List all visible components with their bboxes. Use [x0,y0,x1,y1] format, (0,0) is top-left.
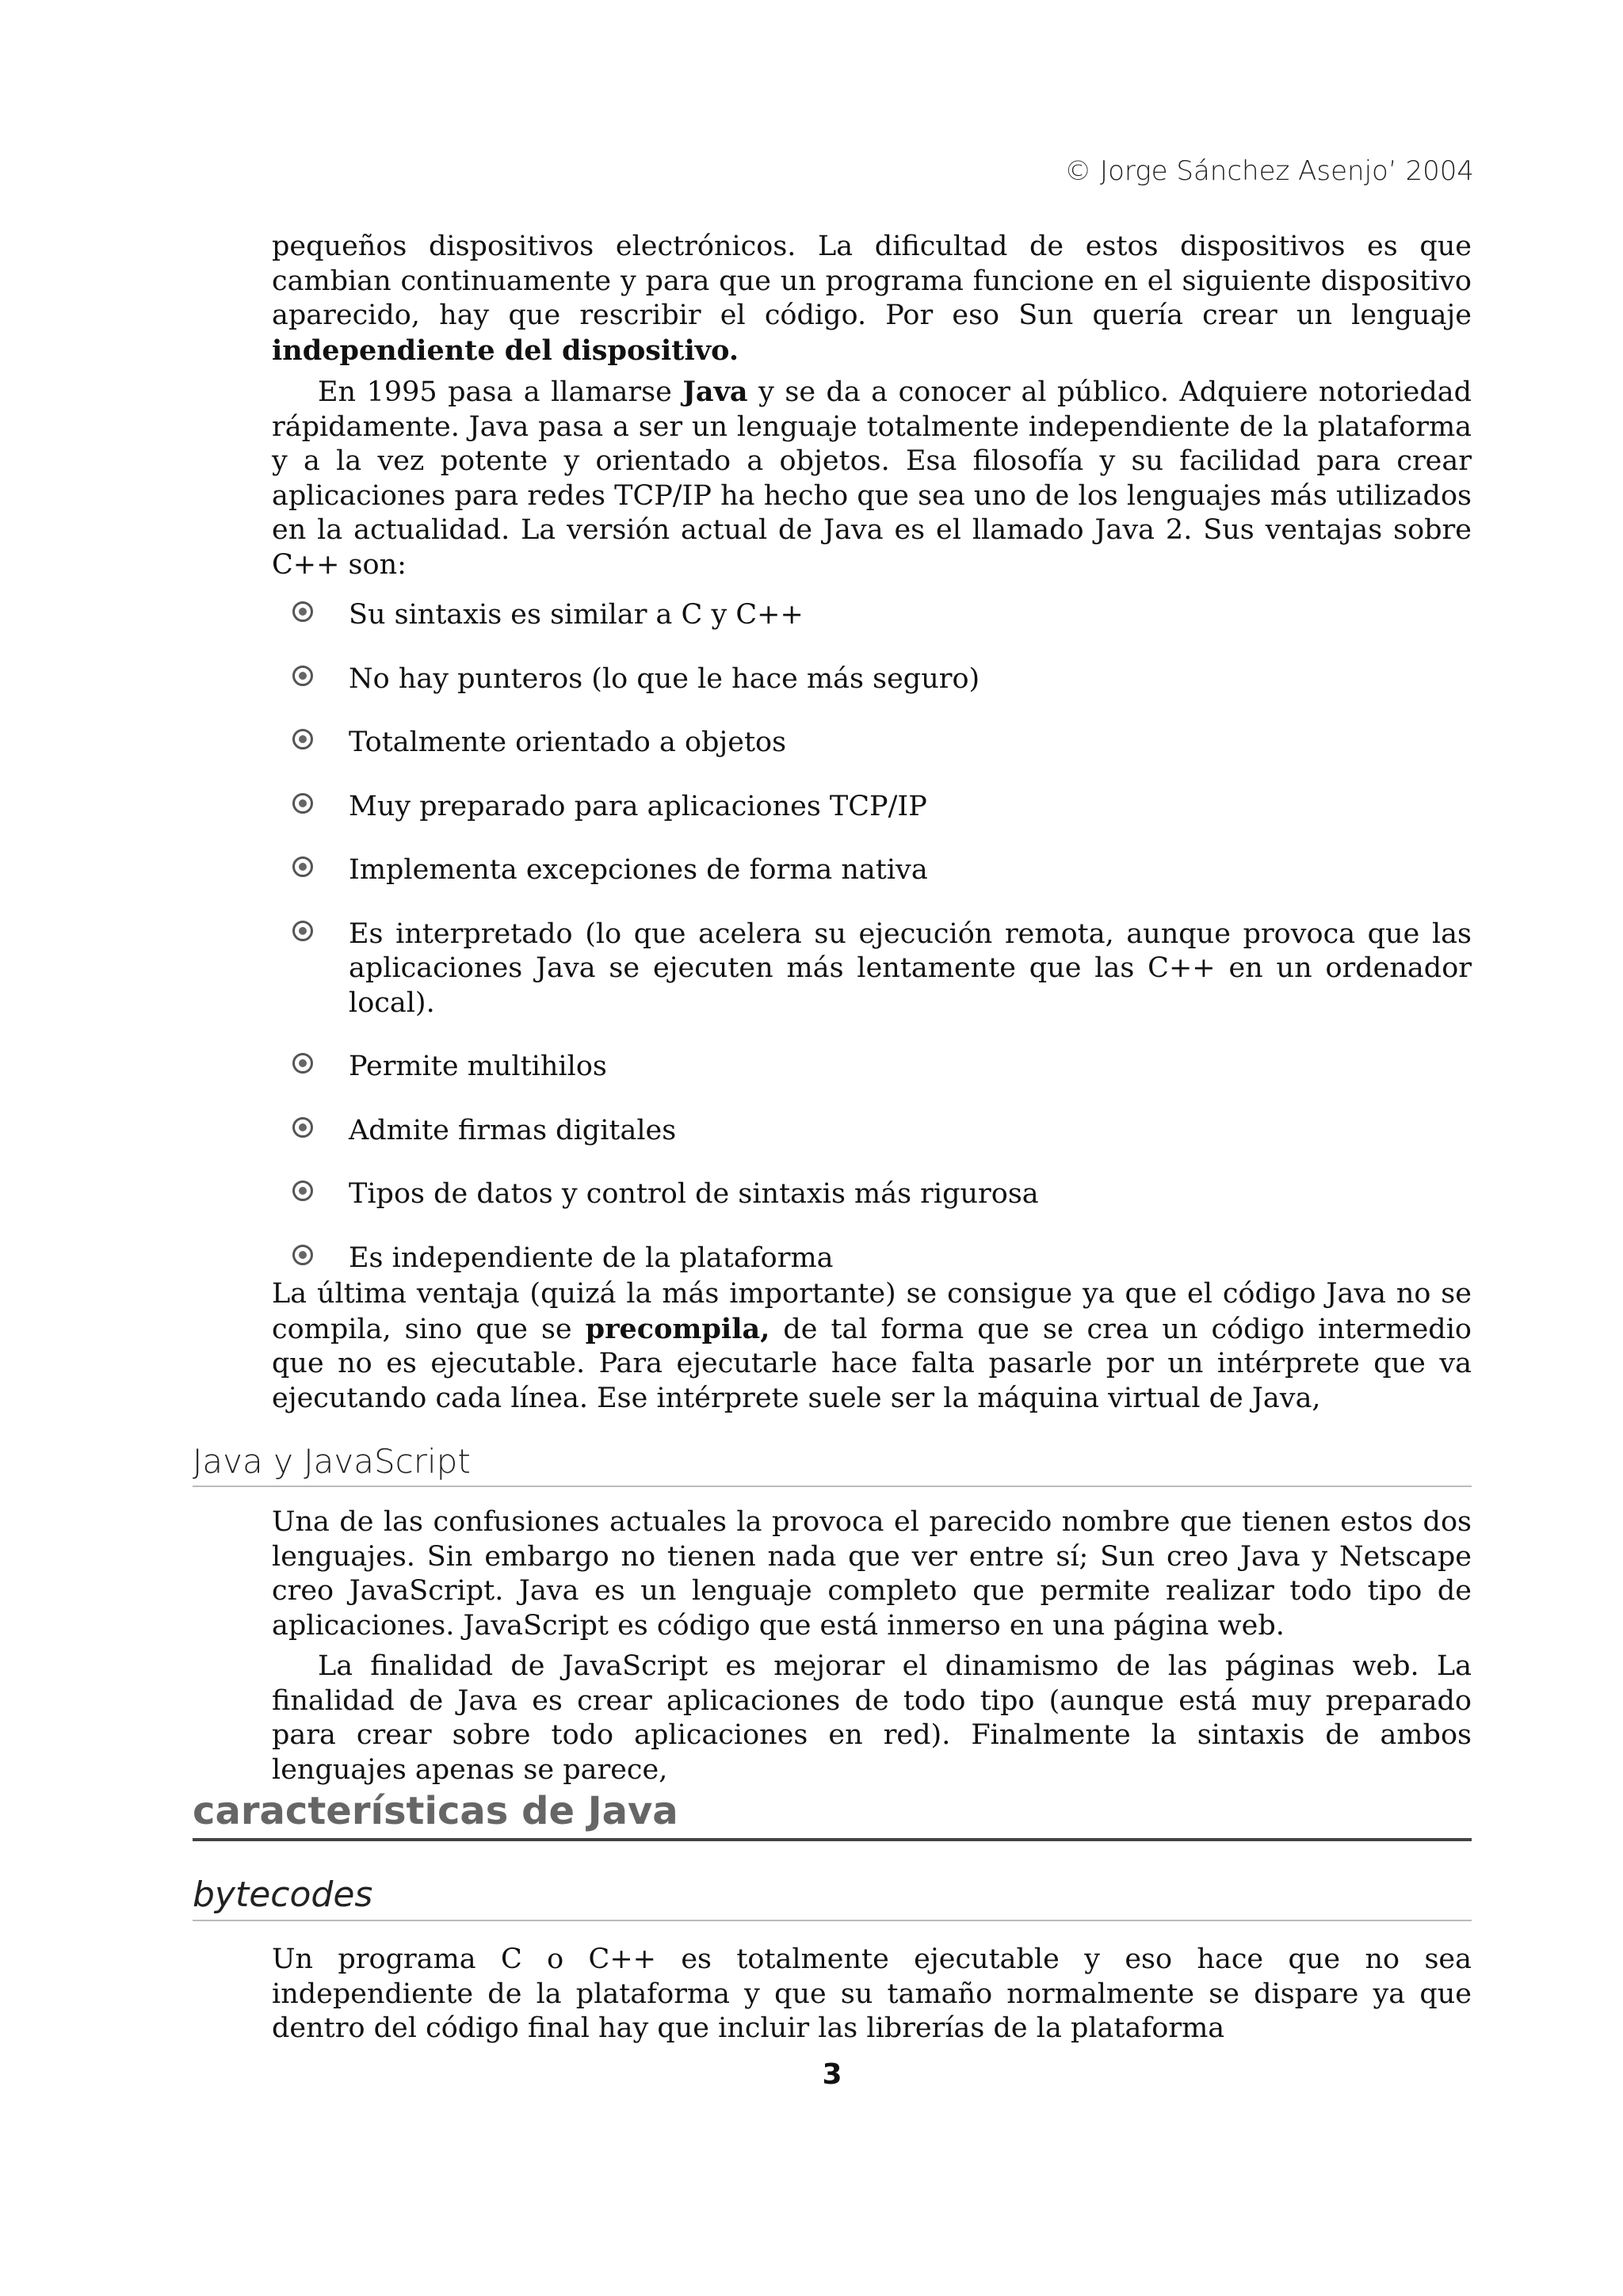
intro-p2-b: y se da a conocer al público. Adquiere notoriedad rápidamente. Java pasa a ser un lenguaje totalmente independiente de la plataforma y a la vez potente y orientado a objetos. Esa filosofía y su facilidad para crear aplicaciones para redes TCP/IP ha hecho que sea uno de los lenguajes más utilizados en la actualidad. La versión actual de Java es el llamado Java 2. Sus ventajas sobre C++ son: [272,376,1472,581]
radio-bullet-icon [292,666,313,686]
list-item-text: Tipos de datos y control de sintaxis más rigurosa [349,1178,1039,1210]
list-item [272,726,1472,761]
intro-p2-bold: Java [682,376,748,408]
heading-java-javascript: Java y JavaScript [193,1442,1472,1487]
advantages-list [272,598,1472,1305]
list-item [272,790,1472,825]
radio-bullet-icon [292,1245,313,1265]
heading-bytecodes: bytecodes [193,1875,1472,1921]
intro-p2-a: En 1995 pasa a llamarse [318,376,683,408]
list-item-text: Permite multihilos [349,1051,607,1082]
closing-section [272,1277,1472,1416]
radio-bullet-icon [292,793,313,814]
list-item-text: Muy preparado para aplicaciones TCP/IP [349,790,927,822]
list-item [272,1177,1472,1212]
list-item-text: Admite firmas digitales [349,1114,677,1146]
intro-p1-bold: independiente del dispositivo. [272,334,739,367]
list-item [272,1114,1472,1149]
radio-bullet-icon [292,1053,313,1074]
list-item-text: No hay punteros (lo que le hace más seguro) [349,662,980,695]
heading-caracteristicas: características de Java [193,1789,1472,1841]
bytecodes-section [272,1943,1472,2046]
bytecodes-paragraph: Un programa C o C++ es totalmente ejecutable y eso hace que no sea independiente de la plataforma y que su tamaño normalmente se dispare ya que dentro del código final hay que incluir las librerías de la plataforma [272,1943,1472,2044]
list-item [272,917,1472,1021]
closing-paragraph [272,1277,1472,1416]
list-item [272,853,1472,888]
list-item [272,662,1472,697]
header-copyright: © Jorge Sánchez Asenjo’ 2004 [1064,155,1474,187]
list-item-text: Es interpretado (lo que acelera su ejecución remota, aunque provoca que las aplicaciones Java se ejecuten más lentamente que las C++ en un ordenador local). [349,917,1472,1019]
list-item [272,1050,1472,1085]
intro-p1-text: pequeños dispositivos electrónicos. La dificultad de estos dispositivos es que cambian continuamente y para que un programa funcione en el siguiente dispositivo aparecido, hay que rescribir el código. Por eso Sun quería crear un lenguaje [272,231,1472,331]
radio-bullet-icon [292,921,313,941]
java-js-paragraph-1: Una de las confusiones actuales la provoca el parecido nombre que tienen estos dos lenguajes. Sin embargo no tienen nada que ver entre sí; Sun creo Java y Netscape creo JavaScript. Java es un lenguaje completo que permite realizar todo tipo de aplicaciones. JavaScript es código que está inmerso en una página web. [272,1506,1472,1642]
radio-bullet-icon [292,601,313,622]
list-item-text: Totalmente orientado a objetos [349,727,787,758]
java-js-paragraph-2: La finalidad de JavaScript es mejorar el dinamismo de las páginas web. La finalidad de Java es crear aplicaciones de todo tipo (aunque está muy preparado para crear sobre todo aplicaciones en red). Finalmente la sintaxis de ambos lenguajes apenas se parece, [272,1650,1472,1786]
radio-bullet-icon [292,1180,313,1201]
list-item-text: Es independiente de la plataforma [349,1241,834,1274]
closing-b: de tal forma que se crea un código intermedio que no es ejecutable. Para ejecutarle hace falta pasarle por un intérprete que va ejecutando cada línea. Ese intérprete suele ser la máquina virtual de Java, [272,1313,1472,1414]
intro-paragraph-2 [272,375,1472,582]
page-number: 3 [822,2058,842,2091]
closing-a: La última ventaja (quizá la más importante) se consigue ya que el código Java no se compila, sino que se [272,1278,1472,1345]
radio-bullet-icon [292,856,313,877]
list-item-text: Su sintaxis es similar a C y C++ [349,599,804,631]
list-item [272,1241,1472,1276]
closing-bold: precompila, [585,1312,770,1345]
intro-paragraph-1 [272,230,1472,368]
radio-bullet-icon [292,1117,313,1138]
intro-section [272,230,1472,582]
radio-bullet-icon [292,729,313,749]
list-item-text: Implementa excepciones de forma nativa [349,854,928,886]
list-item [272,598,1472,633]
java-js-section [272,1505,1472,1787]
